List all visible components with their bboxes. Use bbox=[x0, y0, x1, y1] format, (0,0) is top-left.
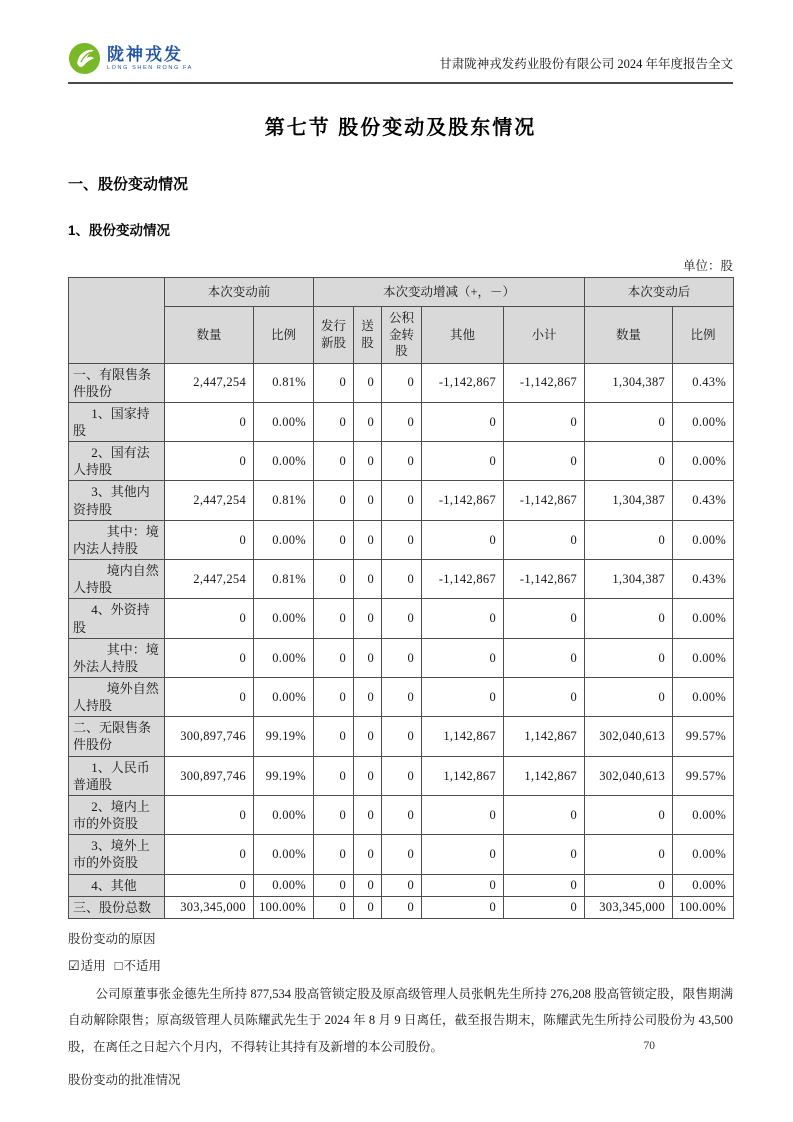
cell-value: 0 bbox=[314, 560, 354, 599]
table-row bbox=[69, 520, 734, 559]
cell-value: 0.00% bbox=[673, 402, 734, 441]
col-header-quantity-before: 数量 bbox=[165, 307, 254, 364]
logo-company-name-en: LONG SHEN RONG FA bbox=[107, 65, 193, 72]
cell-value: 0 bbox=[422, 638, 504, 677]
cell-value: 0 bbox=[354, 363, 382, 402]
cell-value: 0 bbox=[382, 678, 422, 717]
cell-value: 0 bbox=[314, 678, 354, 717]
cell-value: 0 bbox=[314, 520, 354, 559]
cell-value: -1,142,867 bbox=[504, 560, 585, 599]
col-header-subtotal: 小计 bbox=[504, 307, 585, 364]
document-header bbox=[68, 0, 733, 84]
cell-value: 0 bbox=[354, 717, 382, 756]
cell-value: 0 bbox=[165, 402, 254, 441]
cell-value: 0.00% bbox=[673, 599, 734, 638]
cell-value: 0 bbox=[382, 638, 422, 677]
cell-value: 300,897,746 bbox=[165, 717, 254, 756]
cell-value: 0 bbox=[585, 835, 673, 874]
group-header-before: 本次变动前 bbox=[165, 278, 314, 307]
cell-value: 100.00% bbox=[254, 896, 314, 918]
row-label: 境内自然人持股 bbox=[69, 560, 165, 599]
cell-value: 302,040,613 bbox=[585, 717, 673, 756]
cell-value: 0 bbox=[504, 896, 585, 918]
row-label: 其中：境外法人持股 bbox=[69, 638, 165, 677]
cell-value: 0 bbox=[382, 896, 422, 918]
cell-value: 0 bbox=[314, 835, 354, 874]
company-logo bbox=[68, 42, 193, 75]
cell-value: 0 bbox=[165, 874, 254, 896]
not-applicable-label: 不适用 bbox=[123, 958, 162, 973]
col-header-reserve-conversion: 公积金转股 bbox=[382, 307, 422, 364]
table-row bbox=[69, 795, 734, 834]
cell-value: 0 bbox=[314, 874, 354, 896]
share-change-reason-title: 股份变动的原因 bbox=[68, 931, 156, 946]
cell-value: 0 bbox=[165, 835, 254, 874]
table-row bbox=[69, 874, 734, 896]
cell-value: 0 bbox=[504, 678, 585, 717]
cell-value: 0 bbox=[585, 795, 673, 834]
cell-value: 0 bbox=[165, 638, 254, 677]
table-row bbox=[69, 442, 734, 481]
checkbox-checked-icon: ☑ bbox=[68, 957, 80, 973]
row-label: 其中：境内法人持股 bbox=[69, 520, 165, 559]
cell-value: 0 bbox=[382, 402, 422, 441]
table-sub-header-row bbox=[69, 307, 734, 364]
cell-value: 0 bbox=[165, 678, 254, 717]
col-header-ratio-before: 比例 bbox=[254, 307, 314, 364]
col-header-bonus-shares: 送股 bbox=[354, 307, 382, 364]
cell-value: 0 bbox=[354, 678, 382, 717]
table-row bbox=[69, 717, 734, 756]
cell-value: 0 bbox=[382, 363, 422, 402]
cell-value: 0.81% bbox=[254, 363, 314, 402]
cell-value: 0 bbox=[422, 874, 504, 896]
col-header-new-issue: 发行新股 bbox=[314, 307, 354, 364]
checkbox-unchecked-icon: □ bbox=[114, 957, 123, 973]
cell-value: 1,142,867 bbox=[422, 756, 504, 795]
cell-value: 0 bbox=[422, 835, 504, 874]
cell-value: 0.00% bbox=[254, 678, 314, 717]
heading-share-change: 一、股份变动情况 bbox=[68, 176, 189, 193]
cell-value: 0.81% bbox=[254, 560, 314, 599]
cell-value: 0 bbox=[585, 442, 673, 481]
logo-text-block bbox=[107, 46, 193, 72]
cell-value: 0 bbox=[504, 520, 585, 559]
cell-value: 0 bbox=[354, 560, 382, 599]
cell-value: 0 bbox=[354, 599, 382, 638]
cell-value: 1,304,387 bbox=[585, 560, 673, 599]
row-label: 4、其他 bbox=[69, 874, 165, 896]
share-change-approval-title: 股份变动的批准情况 bbox=[68, 1073, 181, 1088]
unit-label: 单位：股 bbox=[682, 259, 733, 273]
notes-section bbox=[68, 929, 733, 1089]
cell-value: 0 bbox=[504, 638, 585, 677]
row-label: 三、股份总数 bbox=[69, 896, 165, 918]
cell-value: 0.00% bbox=[254, 795, 314, 834]
cell-value: 0 bbox=[354, 638, 382, 677]
cell-value: -1,142,867 bbox=[422, 481, 504, 520]
cell-value: 0 bbox=[314, 756, 354, 795]
cell-value: 0 bbox=[314, 717, 354, 756]
table-row bbox=[69, 599, 734, 638]
cell-value: 0 bbox=[382, 560, 422, 599]
logo-company-name: 陇神戎发 bbox=[107, 44, 183, 64]
cell-value: 2,447,254 bbox=[165, 560, 254, 599]
share-change-reason-paragraph: 公司原董事张金德先生所持 877,534 股高管锁定股及原高级管理人员张帆先生所持 276,208 股高管锁定股，限售期满自动解除限售；原高级管理人员陈耀武先生于 2024 年 8 月 9 日离任，截至报告期末，陈耀武先生所持公司股份为 43,500 股，在离任之日起六个月内，不得转让其持有及新增的本公司股份。 bbox=[68, 986, 733, 1054]
group-header-after: 本次变动后 bbox=[585, 278, 734, 307]
cell-value: 300,897,746 bbox=[165, 756, 254, 795]
cell-value: 0 bbox=[382, 599, 422, 638]
cell-value: 0 bbox=[165, 599, 254, 638]
cell-value: 0 bbox=[314, 795, 354, 834]
cell-value: 0 bbox=[165, 442, 254, 481]
cell-value: 0 bbox=[382, 442, 422, 481]
share-change-table bbox=[68, 277, 734, 919]
group-header-change: 本次变动增减（+，－） bbox=[314, 278, 585, 307]
cell-value: 0 bbox=[585, 678, 673, 717]
cell-value: 0.43% bbox=[673, 481, 734, 520]
cell-value: 0.43% bbox=[673, 560, 734, 599]
cell-value: 0.00% bbox=[254, 638, 314, 677]
cell-value: 1,142,867 bbox=[504, 717, 585, 756]
cell-value: 0 bbox=[314, 896, 354, 918]
row-label: 1、国家持股 bbox=[69, 402, 165, 441]
row-label: 3、其他内资持股 bbox=[69, 481, 165, 520]
cell-value: 100.00% bbox=[673, 896, 734, 918]
unit-row bbox=[68, 256, 733, 274]
cell-value: 0 bbox=[314, 363, 354, 402]
section-title: 第七节 股份变动及股东情况 bbox=[264, 117, 537, 139]
cell-value: 0.00% bbox=[254, 599, 314, 638]
cell-value: 0 bbox=[504, 795, 585, 834]
report-header-title: 甘肃陇神戎发药业股份有限公司 2024 年年度报告全文 bbox=[439, 57, 733, 71]
applicability-line bbox=[68, 956, 733, 974]
cell-value: 0.00% bbox=[254, 402, 314, 441]
cell-value: 99.57% bbox=[673, 756, 734, 795]
cell-value: 2,447,254 bbox=[165, 363, 254, 402]
cell-value: 0 bbox=[354, 520, 382, 559]
table-row bbox=[69, 756, 734, 795]
row-label: 3、境外上市的外资股 bbox=[69, 835, 165, 874]
cell-value: 0 bbox=[382, 835, 422, 874]
cell-value: 0 bbox=[354, 756, 382, 795]
report-page bbox=[68, 0, 733, 1122]
cell-value: 0.00% bbox=[673, 874, 734, 896]
cell-value: 99.57% bbox=[673, 717, 734, 756]
cell-value: 0.00% bbox=[254, 874, 314, 896]
row-label: 境外自然人持股 bbox=[69, 678, 165, 717]
cell-value: 0 bbox=[422, 442, 504, 481]
cell-value: 0 bbox=[354, 835, 382, 874]
col-header-other: 其他 bbox=[422, 307, 504, 364]
cell-value: 99.19% bbox=[254, 717, 314, 756]
row-label: 二、无限售条件股份 bbox=[69, 717, 165, 756]
cell-value: 0 bbox=[422, 520, 504, 559]
cell-value: 303,345,000 bbox=[165, 896, 254, 918]
table-row bbox=[69, 402, 734, 441]
cell-value: 303,345,000 bbox=[585, 896, 673, 918]
cell-value: 0 bbox=[422, 402, 504, 441]
cell-value: 1,142,867 bbox=[422, 717, 504, 756]
cell-value: 0.00% bbox=[254, 835, 314, 874]
cell-value: 1,304,387 bbox=[585, 481, 673, 520]
row-label: 2、境内上市的外资股 bbox=[69, 795, 165, 834]
cell-value: 0 bbox=[585, 599, 673, 638]
cell-value: 0 bbox=[354, 481, 382, 520]
cell-value: 0.00% bbox=[254, 442, 314, 481]
cell-value: 0 bbox=[165, 520, 254, 559]
table-row bbox=[69, 835, 734, 874]
cell-value: 2,447,254 bbox=[165, 481, 254, 520]
cell-value: 0 bbox=[354, 874, 382, 896]
cell-value: 0 bbox=[354, 896, 382, 918]
cell-value: 0 bbox=[382, 481, 422, 520]
cell-value: 0 bbox=[354, 402, 382, 441]
cell-value: 302,040,613 bbox=[585, 756, 673, 795]
cell-value: 0.00% bbox=[673, 442, 734, 481]
applicable-label: 适用 bbox=[80, 958, 106, 973]
cell-value: 0 bbox=[504, 442, 585, 481]
cell-value: 0 bbox=[382, 874, 422, 896]
cell-value: 0 bbox=[314, 481, 354, 520]
table-row bbox=[69, 638, 734, 677]
cell-value: 0 bbox=[585, 520, 673, 559]
cell-value: 0.00% bbox=[673, 638, 734, 677]
cell-value: 0 bbox=[504, 599, 585, 638]
cell-value: 0 bbox=[422, 896, 504, 918]
cell-value: 99.19% bbox=[254, 756, 314, 795]
cell-value: 0 bbox=[585, 638, 673, 677]
table-row bbox=[69, 678, 734, 717]
cell-value: 1,304,387 bbox=[585, 363, 673, 402]
cell-value: 0 bbox=[354, 442, 382, 481]
cell-value: 0 bbox=[314, 402, 354, 441]
cell-value: 0.00% bbox=[673, 795, 734, 834]
cell-value: -1,142,867 bbox=[504, 363, 585, 402]
cell-value: 0.00% bbox=[673, 835, 734, 874]
row-label: 4、外资持股 bbox=[69, 599, 165, 638]
cell-value: 0.43% bbox=[673, 363, 734, 402]
cell-value: 0 bbox=[422, 795, 504, 834]
col-header-quantity-after: 数量 bbox=[585, 307, 673, 364]
table-row bbox=[69, 896, 734, 918]
cell-value: 0.00% bbox=[254, 520, 314, 559]
cell-value: 0 bbox=[382, 717, 422, 756]
cell-value: 0 bbox=[504, 835, 585, 874]
cell-value: -1,142,867 bbox=[422, 560, 504, 599]
cell-value: 0 bbox=[382, 520, 422, 559]
cell-value: -1,142,867 bbox=[422, 363, 504, 402]
cell-value: 0 bbox=[422, 678, 504, 717]
row-label: 2、国有法人持股 bbox=[69, 442, 165, 481]
subheading-share-change: 1、股份变动情况 bbox=[68, 223, 171, 238]
cell-value: 0 bbox=[314, 442, 354, 481]
logo-icon bbox=[68, 42, 101, 75]
table-group-header-row bbox=[69, 278, 734, 307]
cell-value: 1,142,867 bbox=[504, 756, 585, 795]
cell-value: 0 bbox=[422, 599, 504, 638]
corner-cell bbox=[69, 278, 165, 364]
cell-value: -1,142,867 bbox=[504, 481, 585, 520]
cell-value: 0 bbox=[504, 402, 585, 441]
cell-value: 0 bbox=[382, 756, 422, 795]
cell-value: 0.81% bbox=[254, 481, 314, 520]
table-row bbox=[69, 363, 734, 402]
cell-value: 0 bbox=[354, 795, 382, 834]
page-number: 70 bbox=[643, 1040, 655, 1052]
cell-value: 0 bbox=[504, 874, 585, 896]
cell-value: 0 bbox=[382, 795, 422, 834]
row-label: 1、人民币普通股 bbox=[69, 756, 165, 795]
cell-value: 0 bbox=[314, 599, 354, 638]
row-label: 一、有限售条件股份 bbox=[69, 363, 165, 402]
cell-value: 0 bbox=[314, 638, 354, 677]
cell-value: 0.00% bbox=[673, 520, 734, 559]
col-header-ratio-after: 比例 bbox=[673, 307, 734, 364]
cell-value: 0 bbox=[165, 795, 254, 834]
table-row bbox=[69, 481, 734, 520]
cell-value: 0 bbox=[585, 874, 673, 896]
cell-value: 0.00% bbox=[673, 678, 734, 717]
table-row bbox=[69, 560, 734, 599]
cell-value: 0 bbox=[585, 402, 673, 441]
